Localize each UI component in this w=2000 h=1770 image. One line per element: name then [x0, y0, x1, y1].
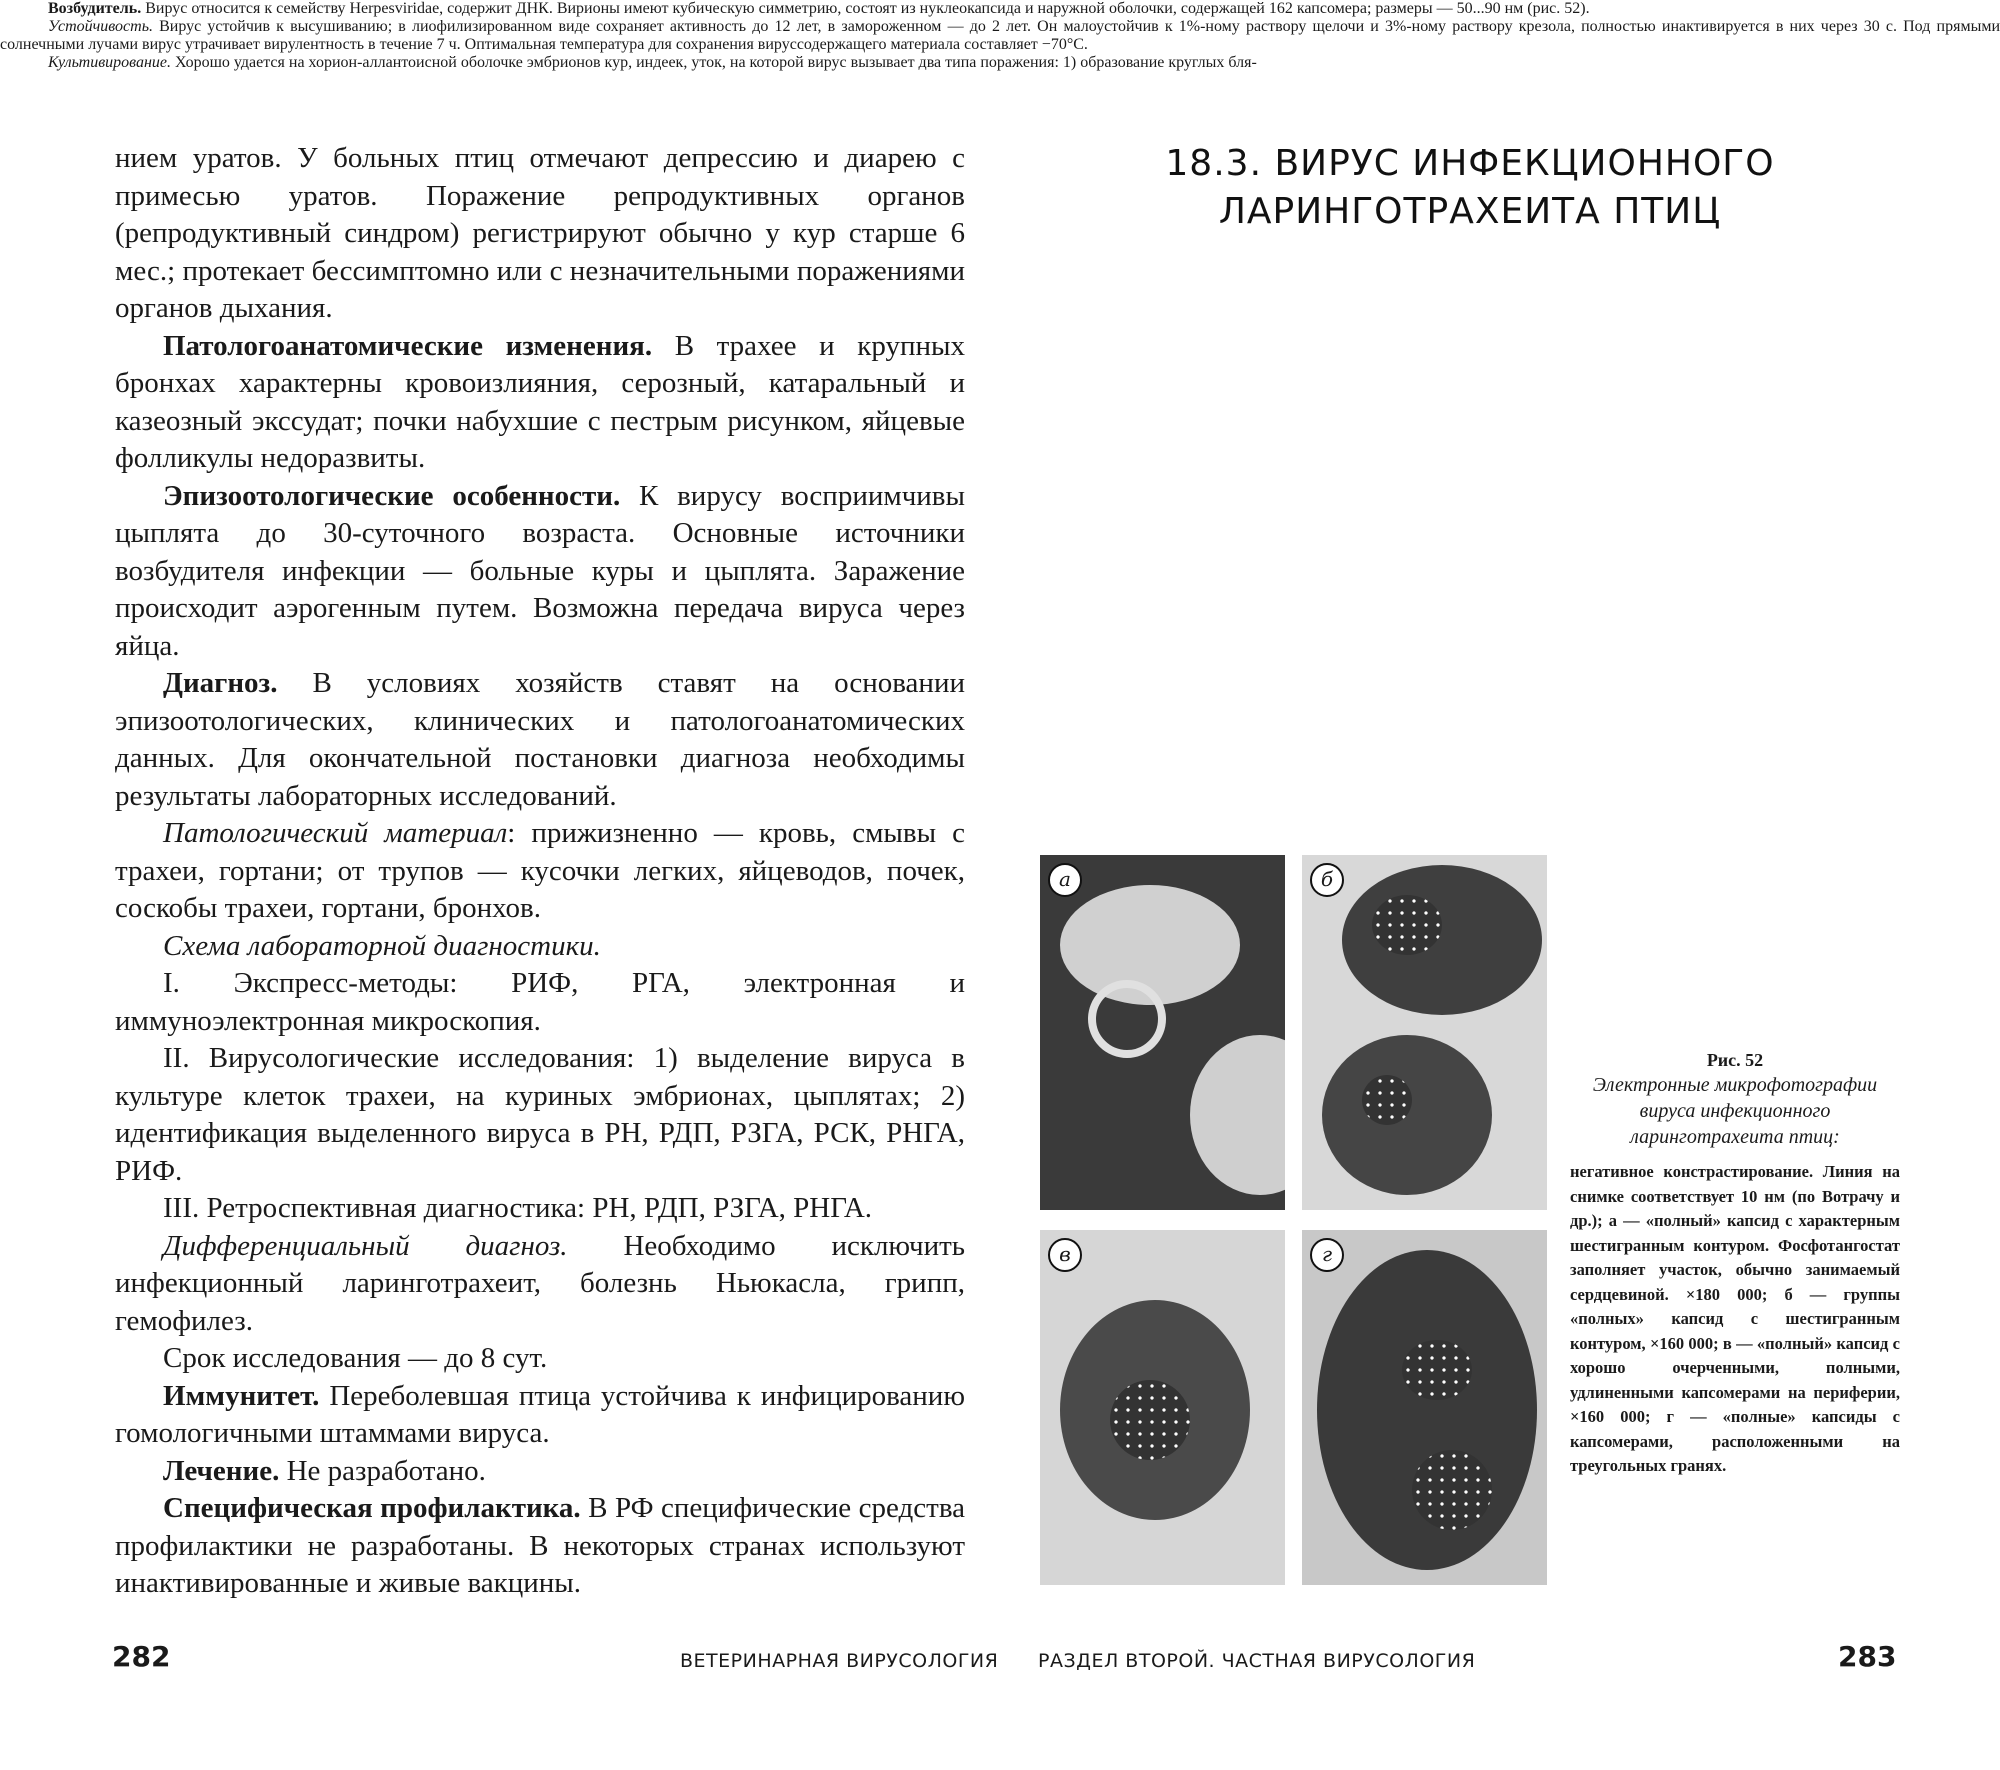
- paragraph: [115, 965, 965, 1040]
- text-run: В РФ специфические средства профилактики не разработаны. В некоторых странах используют инактивированные и живые вакцины.: [115, 1492, 965, 1599]
- paragraph: [115, 928, 965, 966]
- figure-caption: [1570, 1048, 1900, 1479]
- paragraph: [115, 140, 965, 328]
- caption-subtitle: Электронные микрофотографии вируса инфекционного ларинготрахеита птиц:: [1592, 1074, 1878, 1148]
- figure-52: [1040, 855, 1550, 1585]
- paragraph: [115, 815, 965, 928]
- caption-title: Рис. 52: [1706, 1050, 1764, 1070]
- bold-run: Возбудитель.: [48, 0, 142, 17]
- paragraph: [115, 328, 965, 478]
- caption-body: негативное констрастирование. Линия на снимке соответствует 10 нм (по Вотрачу и др.); а — «полный» капсид с характерным шестигранным контуром. Фосфотангостат заполняет участок, обычно занимаемый сердцевиной. ×180 000; б — группы «полных» капсид с шестигранным контуром, ×160 000; в — «полный» капсид с хорошо очерченными, полными, удлиненными капсомерами на периферии, ×160 000; г — «полные» капсиды с капсомерами, расположенными на треугольных гранях.: [1570, 1162, 1900, 1475]
- bold-run: Специфическая профилактика.: [163, 1492, 581, 1524]
- text-run: Вирус устойчив к высушиванию; в лиофилизированном виде сохраняет активность до 12 лет, в замороженном — до 2 лет. Он малоустойчив к 1%-ному раствору щелочи и 3%-ному раствору крезола, полностью инактивируется в них через 30 с. Под прямыми солнечными лучами вирус утрачивает вирулентность в течение 7 ч. Оптимальная температура для сохранения вируссодержащего материала составляет −70°С.: [0, 18, 2000, 53]
- left-page-text: [115, 140, 965, 1603]
- section-heading: [1130, 140, 1810, 236]
- figure-label-c: в: [1048, 1238, 1082, 1272]
- text-run: Срок исследования — до 8 сут.: [163, 1342, 548, 1374]
- paragraph: [115, 1490, 965, 1603]
- paragraph: [115, 1340, 965, 1378]
- text-run: нием уратов. У больных птиц отмечают депрессию и диарею с примесью уратов. Поражение репродуктивных органов (репродуктивный синдром) регистрируют обычно у кур старше 6 мес.; протекает бессимптомно или с незначительными поражениями органов дыхания.: [115, 142, 965, 324]
- paragraph: [115, 1453, 965, 1491]
- bold-run: Иммунитет.: [163, 1379, 320, 1412]
- paragraph: [115, 478, 965, 666]
- micrograph-b: [1302, 855, 1547, 1210]
- text-run: Необходимо исключить инфекционный ларинготрахеит, болезнь Ньюкасла, грипп, гемофилез.: [115, 1229, 965, 1337]
- figure-label-d: г: [1310, 1238, 1344, 1272]
- section-heading-line2: ЛАРИНГОТРАХЕИТА ПТИЦ: [1218, 191, 1722, 232]
- text-run: Хорошо удается на хорион-аллантоисной оболочке эмбрионов кур, индеек, уток, на которой вирус вызывает два типа поражения: 1) образование круглых бля-: [171, 54, 1257, 71]
- right-page-number: 283: [1838, 1640, 1897, 1673]
- micrograph-c: [1040, 1230, 1285, 1585]
- left-page-number: 282: [112, 1640, 171, 1673]
- text-run: В условиях хозяйств ставят на основании эпизоотологических, клинических и патологоанатомических данных. Для окончательной постановки диагноза необходимы результаты лабораторных исследований.: [115, 667, 965, 812]
- italic-run: Патологический материал: [163, 817, 508, 849]
- italic-run: Культивирование.: [48, 54, 172, 71]
- figure-label-b: б: [1310, 863, 1344, 897]
- micrograph-a: [1040, 855, 1285, 1210]
- text-run: II. Вирусологические исследования: 1) выделение вируса в культуре клеток трахеи, на куриных эмбрионах, цыплятах; 2) идентификация выделенного вируса в РН, РДП, РЗГА, РСК, РНГА, РИФ.: [115, 1042, 965, 1187]
- paragraph: [115, 1190, 965, 1228]
- italic-run: Дифференциальный диагноз.: [163, 1229, 568, 1262]
- left-running-title: ВЕТЕРИНАРНАЯ ВИРУСОЛОГИЯ: [680, 1650, 999, 1672]
- bold-run: Патологоанатомические изменения.: [163, 329, 653, 362]
- bold-run: Диагноз.: [163, 667, 278, 699]
- text-run: : прижизненно — кровь, смывы с трахеи, гортани; от трупов — кусочки легких, яйцеводов, почек, соскобы трахеи, гортани, бронхов.: [115, 817, 965, 924]
- text-run: Вирус относится к семейству Herpesviridae, содержит ДНК. Вирионы имеют кубическую симметрию, состоят из нуклеокапсида и наружной оболочки, содержащей 162 капсомера; размеры — 50...90 нм (рис. 52).: [141, 0, 1590, 17]
- text-run: В трахее и крупных бронхах характерны кровоизлияния, серозный, катаральный и казеозный экссудат; почки набухшие с пестрым рисунком, яйцевые фолликулы недоразвиты.: [115, 329, 965, 474]
- italic-run: Схема лабораторной диагностики.: [163, 929, 601, 962]
- section-heading-line1: 18.3. ВИРУС ИНФЕКЦИОННОГО: [1165, 143, 1775, 184]
- paragraph: [115, 1378, 965, 1453]
- bold-run: Лечение.: [163, 1454, 280, 1487]
- micrograph-d: [1302, 1230, 1547, 1585]
- text-run: К вирусу восприимчивы цыплята до 30-суточного возраста. Основные источники возбудителя инфекции — больные куры и цыплята. Заражение происходит аэрогенным путем. Возможна передача вируса через яйца.: [115, 479, 965, 662]
- italic-run: Устойчивость.: [48, 18, 153, 35]
- bold-run: Эпизоотологические особенности.: [163, 479, 621, 512]
- text-run: III. Ретроспективная диагностика: РН, РДП, РЗГА, РНГА.: [163, 1192, 873, 1224]
- text-run: Переболевшая птица устойчива к инфицированию гомологичными штаммами вируса.: [115, 1379, 965, 1449]
- paragraph: [115, 1228, 965, 1341]
- figure-label-a: а: [1048, 863, 1082, 897]
- paragraph: [115, 1040, 965, 1190]
- right-running-title: РАЗДЕЛ ВТОРОЙ. ЧАСТНАЯ ВИРУСОЛОГИЯ: [1038, 1650, 1476, 1672]
- paragraph: [115, 665, 965, 815]
- text-run: Не разработано.: [279, 1454, 486, 1487]
- text-run: I. Экспресс-методы: РИФ, РГА, электронная и иммуноэлектронная микроскопия.: [115, 967, 965, 1037]
